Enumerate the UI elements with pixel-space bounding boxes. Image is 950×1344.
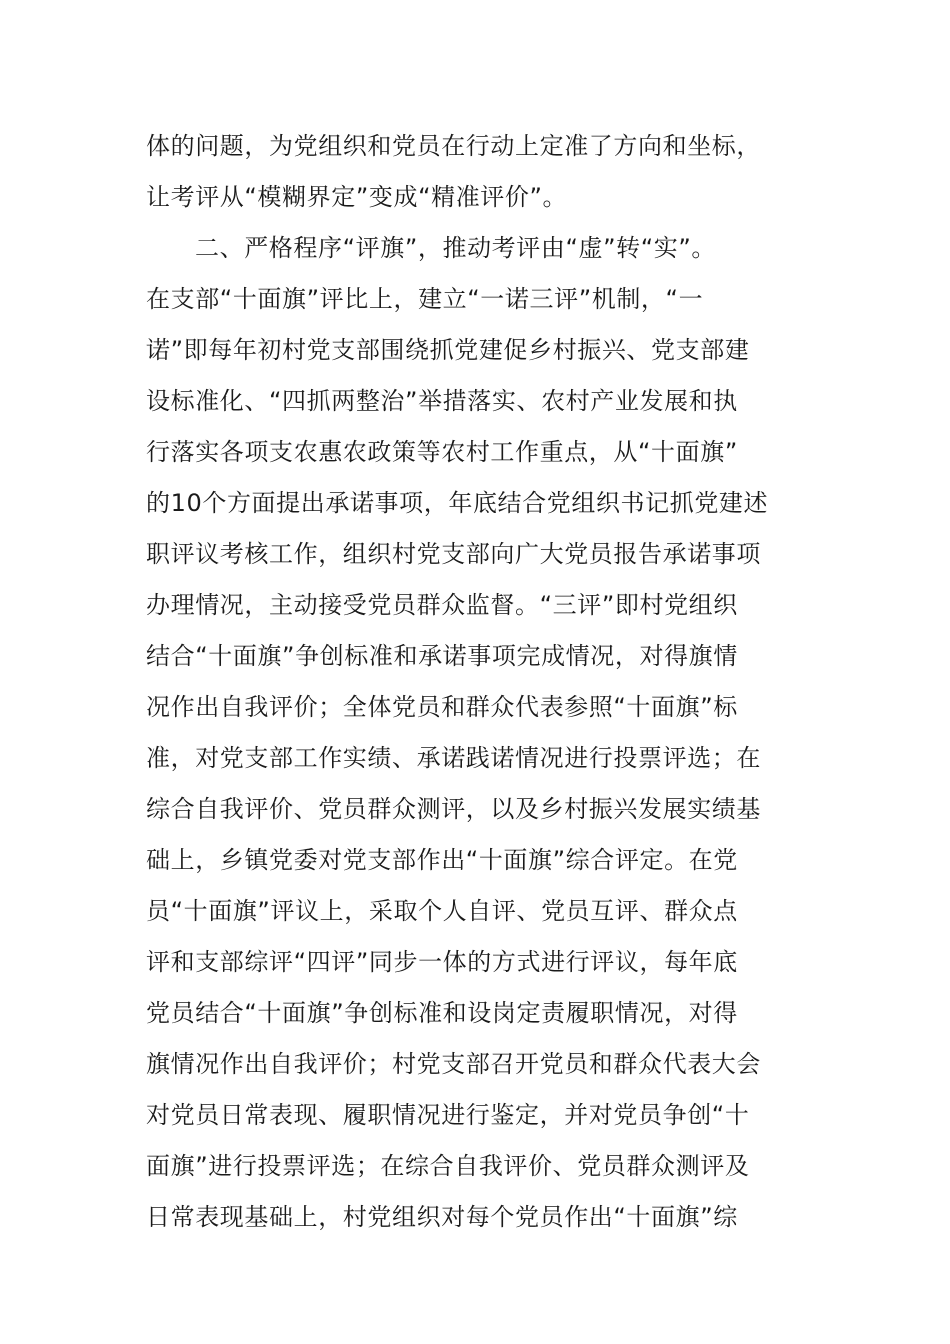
text-line: 况作出自我评价；全体党员和群众代表参照“十面旗”标 [146,693,738,721]
text-line: 设标准化、“四抓两整治”举措落实、农村产业发展和执 [146,387,738,415]
text-line: 的10个方面提出承诺事项，年底结合党组织书记抓党建述 [146,489,769,517]
text-line: 职评议考核工作，组织村党支部向广大党员报告承诺事项 [146,540,761,568]
text-line: 对党员日常表现、履职情况进行鉴定，并对党员争创“十 [146,1101,750,1129]
text-line: 让考评从“模糊界定”变成“精准评价”。 [146,183,568,211]
text-line: 评和支部综评“四评”同步一体的方式进行评议，每年底 [146,948,738,976]
text-line: 办理情况，主动接受党员群众监督。“三评”即村党组织 [146,591,738,619]
text-line: 行落实各项支农惠农政策等农村工作重点，从“十面旗” [146,438,738,466]
text-line: 诺”即每年初村党支部围绕抓党建促乡村振兴、党支部建 [146,336,750,364]
text-line: 结合“十面旗”争创标准和承诺事项完成情况，对得旗情 [146,642,738,670]
section-heading: 二、严格程序“评旗”，推动考评由“虚”转“实”。 [195,234,716,262]
text-line: 面旗”进行投票评选；在综合自我评价、党员群众测评及 [146,1152,750,1180]
text-line: 准，对党支部工作实绩、承诺践诺情况进行投票评选；在 [146,744,761,772]
text-line: 在支部“十面旗”评比上，建立“一诺三评”机制，“一 [146,285,704,313]
text-line: 体的问题，为党组织和党员在行动上定准了方向和坐标， [146,132,761,160]
text-line: 础上，乡镇党委对党支部作出“十面旗”综合评定。在党 [146,846,738,874]
text-line: 党员结合“十面旗”争创标准和设岗定责履职情况，对得 [146,999,738,1027]
text-line: 旗情况作出自我评价；村党支部召开党员和群众代表大会 [146,1050,761,1078]
text-line: 综合自我评价、党员群众测评，以及乡村振兴发展实绩基 [146,795,761,823]
text-line: 员“十面旗”评议上，采取个人自评、党员互评、群众点 [146,897,738,925]
text-line: 日常表现基础上，村党组织对每个党员作出“十面旗”综 [146,1203,738,1231]
